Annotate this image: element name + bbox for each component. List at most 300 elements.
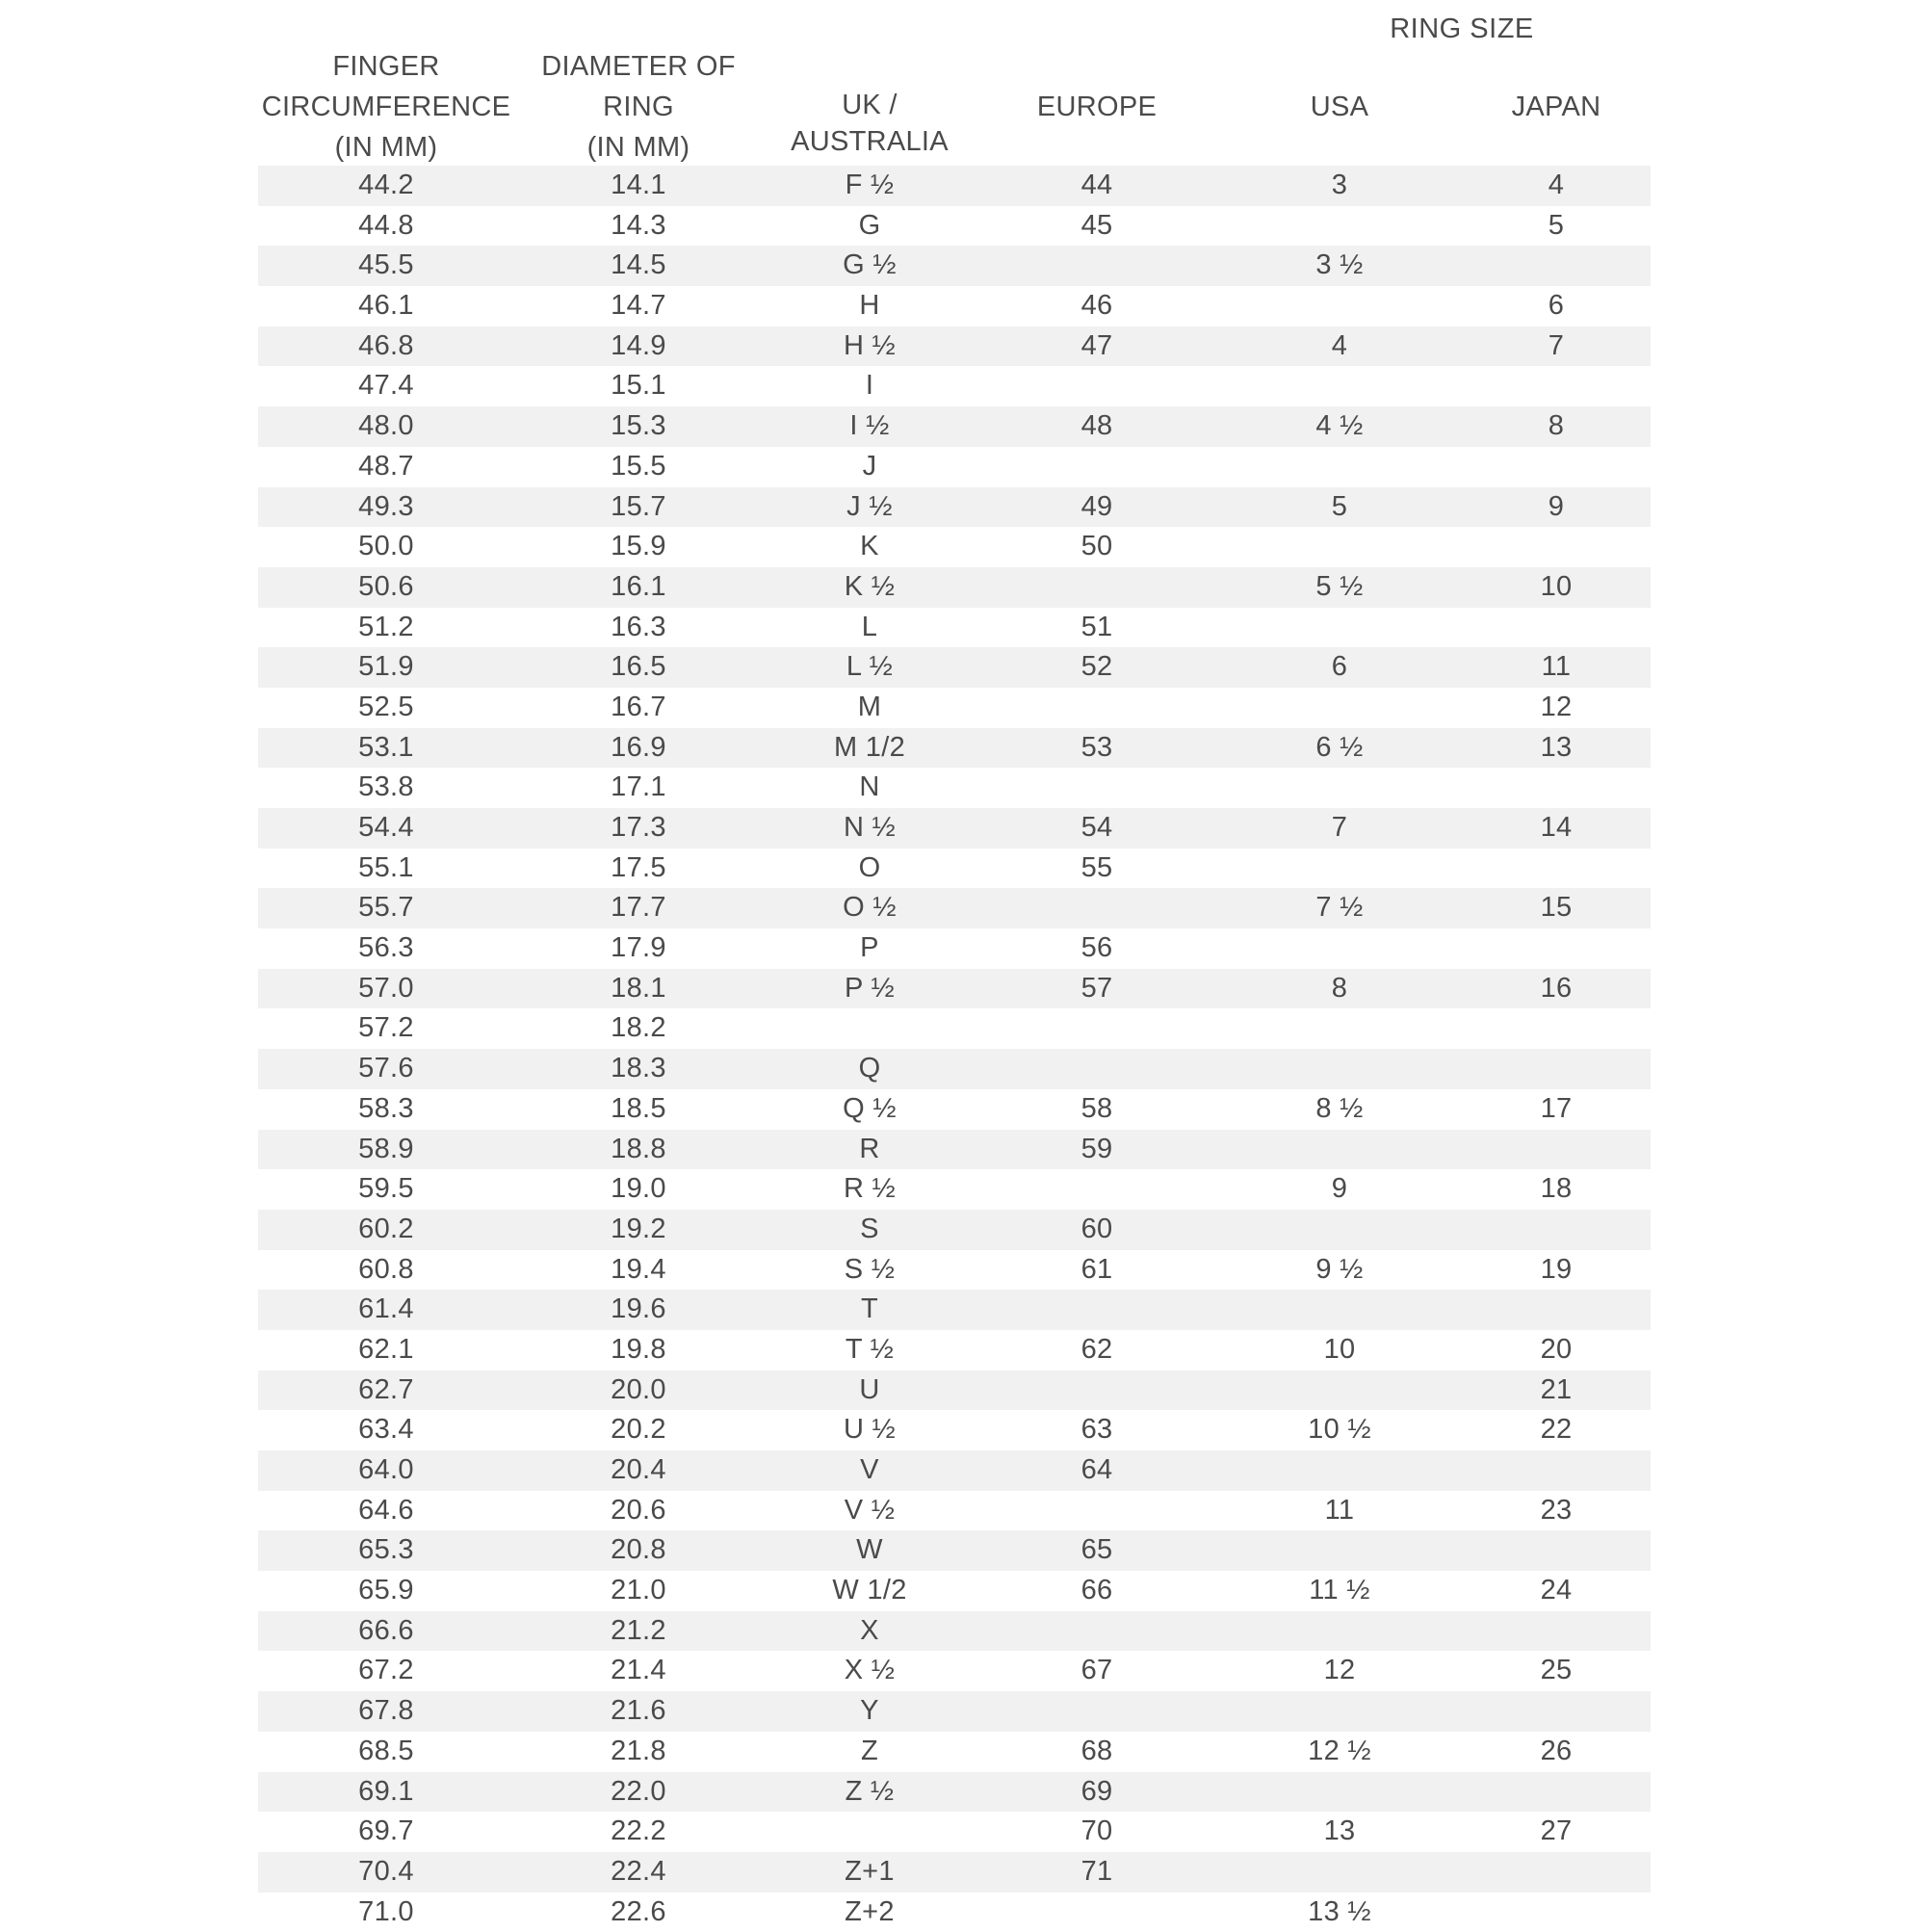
europe-size-cell: 68	[1080, 1735, 1113, 1766]
ring-diameter-cell: 22.4	[611, 1855, 666, 1887]
uk-australia-size-cell: I	[865, 370, 874, 402]
finger-circumference-cell: 53.8	[358, 771, 414, 803]
usa-size-cell	[1217, 1049, 1462, 1089]
europe-size-cell	[976, 366, 1217, 406]
table-row	[258, 1410, 1651, 1450]
europe-size-cell: 63	[1080, 1414, 1113, 1446]
finger-circumference-cell: 58.9	[358, 1133, 414, 1164]
table-row	[258, 286, 1651, 326]
japan-size-cell: 7	[1548, 329, 1565, 361]
uk-australia-size-cell: G	[858, 209, 881, 241]
finger-circumference-cell: 61.4	[358, 1293, 414, 1325]
uk-australia-size-cell: M	[857, 691, 882, 722]
europe-size-cell: 65	[1080, 1534, 1113, 1566]
europe-size-cell: 53	[1080, 731, 1113, 763]
europe-size-cell: 51	[1080, 611, 1113, 642]
finger-circumference-cell: 65.3	[358, 1534, 414, 1566]
finger-circumference-cell: 55.1	[358, 851, 414, 883]
uk-australia-size-cell: Z ½	[845, 1775, 895, 1807]
uk-australia-size-cell: Z	[860, 1735, 878, 1766]
japan-size-cell: 10	[1540, 570, 1573, 602]
uk-australia-size-cell: I ½	[849, 410, 890, 442]
europe-size-cell	[976, 246, 1217, 286]
table-row	[258, 206, 1651, 247]
japan-size-cell	[1462, 608, 1651, 648]
finger-circumference-cell: 62.7	[358, 1373, 414, 1405]
ring-diameter-cell: 18.3	[611, 1053, 666, 1084]
japan-size-cell	[1462, 1772, 1651, 1813]
finger-circumference-cell: 50.0	[358, 531, 414, 562]
usa-size-cell	[1217, 366, 1462, 406]
japan-size-cell	[1462, 1049, 1651, 1089]
finger-circumference-cell: 46.8	[358, 329, 414, 361]
uk-australia-size-cell: W 1/2	[832, 1575, 907, 1606]
table-row	[258, 326, 1651, 367]
japan-size-cell: 5	[1548, 209, 1565, 241]
ring-diameter-cell: 14.7	[611, 290, 666, 322]
finger-circumference-cell: 55.7	[358, 892, 414, 924]
uk-australia-size-cell: K ½	[844, 570, 896, 602]
uk-australia-size-cell: L ½	[846, 651, 894, 683]
finger-circumference-cell: 71.0	[358, 1895, 414, 1927]
table-row	[258, 808, 1651, 849]
japan-size-cell	[1462, 1290, 1651, 1330]
japan-size-cell: 21	[1540, 1373, 1573, 1405]
finger-circumference-cell: 46.1	[358, 290, 414, 322]
size-table-body	[258, 166, 1651, 1932]
uk-australia-size-cell: K	[860, 531, 879, 562]
uk-australia-size-cell: T	[860, 1293, 878, 1325]
ring-diameter-cell: 15.5	[611, 450, 666, 482]
japan-size-cell: 17	[1540, 1092, 1573, 1124]
uk-australia-size-cell: Z+2	[845, 1895, 895, 1927]
uk-australia-size-cell: U	[859, 1373, 880, 1405]
usa-size-cell	[1217, 527, 1462, 567]
usa-size-cell: 6	[1331, 651, 1348, 683]
usa-size-cell	[1217, 688, 1462, 728]
uk-australia-size-cell: L	[861, 611, 878, 642]
table-row	[258, 688, 1651, 728]
japan-size-cell	[1462, 246, 1651, 286]
usa-size-cell	[1217, 1130, 1462, 1170]
finger-circumference-cell: 53.1	[358, 731, 414, 763]
ring-diameter-cell: 16.5	[611, 651, 666, 683]
finger-circumference-cell: 64.0	[358, 1454, 414, 1485]
uk-australia-size-cell: F ½	[845, 170, 895, 200]
uk-australia-size-cell	[763, 1812, 976, 1852]
table-row	[258, 406, 1651, 447]
usa-size-cell: 10	[1323, 1333, 1356, 1365]
europe-size-cell: 70	[1080, 1815, 1113, 1847]
japan-size-cell: 13	[1540, 731, 1573, 763]
usa-size-cell	[1217, 447, 1462, 487]
usa-size-cell: 8	[1331, 972, 1348, 1004]
uk-australia-size-cell: P ½	[845, 972, 895, 1004]
ring-diameter-cell: 15.7	[611, 490, 666, 522]
finger-circumference-cell: 67.2	[358, 1655, 414, 1686]
uk-australia-size-cell: Q	[858, 1053, 881, 1084]
table-row	[258, 1250, 1651, 1291]
uk-australia-size-cell: S	[860, 1213, 879, 1244]
table-row	[258, 1772, 1651, 1813]
usa-size-cell: 10 ½	[1308, 1414, 1371, 1446]
uk-australia-size-cell: J ½	[846, 490, 893, 522]
japan-size-cell: 18	[1540, 1173, 1573, 1205]
table-row	[258, 567, 1651, 608]
japan-size-cell	[1462, 527, 1651, 567]
usa-header: USA	[1310, 91, 1369, 122]
uk-australia-size-cell: X	[860, 1614, 879, 1646]
table-row	[258, 1450, 1651, 1491]
europe-size-cell	[976, 1008, 1217, 1049]
finger-circumference-cell: 48.7	[358, 450, 414, 482]
usa-size-cell: 5 ½	[1315, 570, 1364, 602]
finger-circumference-cell: 66.6	[358, 1614, 414, 1646]
ring-diameter-cell: 19.6	[611, 1293, 666, 1325]
finger-circumference-cell: 69.1	[358, 1775, 414, 1807]
ring-diameter-cell: 17.7	[611, 892, 666, 924]
table-row	[258, 608, 1651, 648]
uk-australia-size-cell: T ½	[845, 1333, 895, 1365]
europe-size-cell: 50	[1080, 531, 1113, 562]
table-row	[258, 928, 1651, 969]
uk-australia-size-cell: O	[858, 851, 881, 883]
usa-size-cell: 4	[1331, 329, 1348, 361]
finger-circumference-cell: 70.4	[358, 1855, 414, 1887]
japan-size-cell	[1462, 1611, 1651, 1652]
ring-diameter-cell: 15.1	[611, 370, 666, 402]
uk-australia-size-cell: N	[859, 771, 880, 803]
europe-size-cell	[976, 1049, 1217, 1089]
table-row	[258, 246, 1651, 286]
uk-australia-size-cell: Q ½	[843, 1092, 897, 1124]
ring-diameter-cell: 16.1	[611, 570, 666, 602]
japan-size-cell: 19	[1540, 1253, 1573, 1285]
ring-diameter-cell: 20.8	[611, 1534, 666, 1566]
europe-size-cell: 54	[1080, 812, 1113, 843]
ring-diameter-cell: 17.3	[611, 812, 666, 843]
table-row	[258, 728, 1651, 769]
ring-diameter-cell: 18.8	[611, 1133, 666, 1164]
usa-size-cell: 11 ½	[1309, 1575, 1370, 1606]
japan-size-cell: 11	[1541, 651, 1572, 683]
finger-circumference-cell: 62.1	[358, 1333, 414, 1365]
ring-diameter-cell: 22.0	[611, 1775, 666, 1807]
usa-size-cell: 12 ½	[1308, 1735, 1371, 1766]
europe-size-cell: 69	[1080, 1775, 1113, 1807]
ring-diameter-cell: 21.4	[611, 1655, 666, 1686]
japan-size-cell	[1462, 1008, 1651, 1049]
finger-circumference-cell: 47.4	[358, 370, 414, 402]
japan-size-cell: 9	[1548, 490, 1565, 522]
usa-size-cell	[1217, 1691, 1462, 1732]
japan-size-cell: 12	[1540, 691, 1573, 722]
finger-circumference-cell: 49.3	[358, 490, 414, 522]
uk-australia-size-cell: G ½	[843, 249, 897, 281]
japan-size-cell: 15	[1540, 892, 1573, 924]
finger-circumference-cell: 67.8	[358, 1695, 414, 1727]
table-row	[258, 1371, 1651, 1411]
japan-size-cell	[1462, 1893, 1651, 1932]
japan-size-cell: 8	[1548, 410, 1565, 442]
table-row	[258, 1210, 1651, 1250]
ring-diameter-cell: 18.5	[611, 1092, 666, 1124]
uk-australia-size-cell: W	[856, 1534, 883, 1566]
ring-diameter-cell: 22.2	[611, 1815, 666, 1847]
finger-circumference-cell: 57.6	[358, 1053, 414, 1084]
japan-size-cell	[1462, 1130, 1651, 1170]
uk-australia-size-cell: P	[860, 932, 879, 964]
japan-size-cell: 27	[1540, 1815, 1573, 1847]
usa-size-cell	[1217, 608, 1462, 648]
uk-australia-size-cell: X ½	[844, 1655, 896, 1686]
ring-diameter-cell: 17.5	[611, 851, 666, 883]
japan-size-cell	[1462, 1210, 1651, 1250]
uk-australia-size-cell: R	[859, 1133, 880, 1164]
europe-size-cell: 62	[1080, 1333, 1113, 1365]
ring-diameter-cell: 21.8	[611, 1735, 666, 1766]
finger-circumference-cell: 65.9	[358, 1575, 414, 1606]
usa-size-cell	[1217, 849, 1462, 889]
ring-diameter-cell: 19.0	[611, 1173, 666, 1205]
table-row	[258, 1491, 1651, 1531]
table-row	[258, 166, 1651, 206]
usa-size-cell: 9 ½	[1315, 1253, 1364, 1285]
ring-diameter-cell: 18.1	[611, 972, 666, 1004]
table-row	[258, 1611, 1651, 1652]
usa-size-cell: 6 ½	[1315, 731, 1364, 763]
table-row	[258, 1893, 1651, 1932]
usa-size-cell: 13	[1323, 1815, 1356, 1847]
table-row	[258, 1530, 1651, 1571]
japan-size-cell: 22	[1540, 1414, 1573, 1446]
japan-size-cell	[1462, 1691, 1651, 1732]
uk-australia-size-cell	[763, 1008, 976, 1049]
europe-size-cell: 66	[1080, 1575, 1113, 1606]
japan-size-cell	[1462, 447, 1651, 487]
europe-size-cell: 52	[1080, 651, 1113, 683]
europe-size-cell: 48	[1080, 410, 1113, 442]
table-row	[258, 1651, 1651, 1691]
usa-size-cell: 8 ½	[1315, 1092, 1364, 1124]
uk-australia-size-cell: H ½	[843, 329, 897, 361]
ring-diameter-cell: 20.2	[611, 1414, 666, 1446]
japan-size-cell: 24	[1540, 1575, 1573, 1606]
table-row	[258, 768, 1651, 808]
europe-size-cell	[976, 1169, 1217, 1210]
usa-size-cell	[1217, 1450, 1462, 1491]
europe-size-cell	[976, 1691, 1217, 1732]
usa-size-cell	[1217, 1008, 1462, 1049]
finger-circumference-cell: 48.0	[358, 410, 414, 442]
ring-diameter-cell: 16.9	[611, 731, 666, 763]
table-row	[258, 527, 1651, 567]
usa-size-cell: 7 ½	[1315, 892, 1364, 924]
finger-circumference-cell: 45.5	[358, 249, 414, 281]
uk-australia-size-cell: V	[860, 1454, 879, 1485]
ring-diameter-cell: 19.4	[611, 1253, 666, 1285]
usa-size-cell	[1217, 768, 1462, 808]
finger-circumference-cell: 60.2	[358, 1213, 414, 1244]
table-row	[258, 849, 1651, 889]
table-row	[258, 1008, 1651, 1049]
usa-size-cell: 9	[1331, 1173, 1348, 1205]
table-row	[258, 1089, 1651, 1130]
usa-size-cell	[1217, 206, 1462, 247]
table-row	[258, 1812, 1651, 1852]
finger-circumference-cell: 64.6	[358, 1494, 414, 1526]
usa-size-cell	[1217, 1371, 1462, 1411]
table-row	[258, 447, 1651, 487]
table-row	[258, 1330, 1651, 1371]
japan-size-cell: 16	[1540, 972, 1573, 1004]
europe-size-cell	[976, 447, 1217, 487]
europe-size-cell: 49	[1080, 490, 1113, 522]
japan-size-cell	[1462, 849, 1651, 889]
europe-size-cell: 58	[1080, 1092, 1113, 1124]
japan-size-cell: 25	[1540, 1655, 1573, 1686]
uk-australia-size-cell: V ½	[844, 1494, 896, 1526]
japan-size-cell	[1462, 1852, 1651, 1893]
usa-size-cell	[1217, 1772, 1462, 1813]
ring-diameter-cell: 15.3	[611, 410, 666, 442]
uk-australia-size-cell: J	[862, 450, 877, 482]
europe-size-cell	[976, 888, 1217, 928]
japan-size-cell	[1462, 1450, 1651, 1491]
finger-circumference-cell: 59.5	[358, 1173, 414, 1205]
uk-australia-size-cell: H	[859, 290, 880, 322]
europe-size-cell	[976, 1611, 1217, 1652]
finger-circumference-cell: 50.6	[358, 570, 414, 602]
usa-size-cell: 11	[1324, 1494, 1355, 1526]
ring-diameter-cell: 14.5	[611, 249, 666, 281]
finger-circumference-cell: 68.5	[358, 1735, 414, 1766]
usa-size-cell	[1217, 1210, 1462, 1250]
ring-diameter-cell: 20.0	[611, 1373, 666, 1405]
japan-size-cell	[1462, 928, 1651, 969]
usa-size-cell: 12	[1323, 1655, 1356, 1686]
finger-circumference-cell: 54.4	[358, 812, 414, 843]
ring-diameter-cell: 14.3	[611, 209, 666, 241]
europe-size-cell	[976, 1371, 1217, 1411]
usa-size-cell: 3 ½	[1315, 249, 1364, 281]
ring-diameter-cell: 16.7	[611, 691, 666, 722]
europe-size-cell: 67	[1080, 1655, 1113, 1686]
europe-size-cell: 56	[1080, 932, 1113, 964]
ring-diameter-cell: 19.8	[611, 1333, 666, 1365]
europe-size-cell: 47	[1080, 329, 1113, 361]
usa-size-cell	[1217, 286, 1462, 326]
finger-circumference-cell: 69.7	[358, 1815, 414, 1847]
europe-size-cell	[976, 1491, 1217, 1531]
finger-circumference-cell: 57.2	[358, 1012, 414, 1044]
europe-size-cell: 46	[1080, 290, 1113, 322]
ring-diameter-cell: 22.6	[611, 1895, 666, 1927]
ring-diameter-cell: 20.6	[611, 1494, 666, 1526]
europe-size-cell	[976, 1893, 1217, 1932]
japan-size-cell: 6	[1548, 290, 1565, 322]
ring-diameter-cell: 15.9	[611, 531, 666, 562]
europe-header: EUROPE	[1036, 91, 1158, 122]
uk-australia-size-cell: U ½	[843, 1414, 897, 1446]
table-row	[258, 647, 1651, 688]
finger-circumference-cell: 51.2	[358, 611, 414, 642]
table-row	[258, 1290, 1651, 1330]
uk-australia-size-cell: Z+1	[845, 1855, 895, 1887]
table-row	[258, 1732, 1651, 1772]
europe-size-cell: 59	[1080, 1133, 1113, 1164]
finger-circumference-cell: 63.4	[358, 1414, 414, 1446]
uk-australia-size-cell: N ½	[843, 812, 897, 843]
usa-size-cell: 7	[1331, 812, 1348, 843]
japan-size-cell	[1462, 366, 1651, 406]
japan-size-cell: 26	[1540, 1735, 1573, 1766]
table-row	[258, 1691, 1651, 1732]
europe-size-cell: 60	[1080, 1213, 1113, 1244]
europe-size-cell: 55	[1080, 851, 1113, 883]
ring-diameter-cell: 19.2	[611, 1213, 666, 1244]
finger-circumference-header: FINGER CIRCUMFERENCE (IN MM)	[261, 51, 511, 163]
ring-diameter-cell: 21.2	[611, 1614, 666, 1646]
finger-circumference-cell: 60.8	[358, 1253, 414, 1285]
europe-size-cell: 44	[1080, 170, 1113, 200]
finger-circumference-cell: 44.2	[358, 170, 414, 200]
uk-australia-size-cell: Y	[860, 1695, 879, 1727]
usa-size-cell	[1217, 1290, 1462, 1330]
ring-diameter-cell: 17.9	[611, 932, 666, 964]
ring-diameter-cell: 20.4	[611, 1454, 666, 1485]
ring-diameter-cell: 16.3	[611, 611, 666, 642]
finger-circumference-cell: 52.5	[358, 691, 414, 722]
uk-australia-size-cell: O ½	[843, 892, 897, 924]
finger-circumference-cell: 44.8	[358, 209, 414, 241]
usa-size-cell	[1217, 1530, 1462, 1571]
table-row	[258, 1130, 1651, 1170]
japan-size-cell: 23	[1540, 1494, 1573, 1526]
finger-circumference-cell: 51.9	[358, 651, 414, 683]
ring-diameter-cell: 17.1	[611, 771, 666, 803]
europe-size-cell: 61	[1080, 1253, 1113, 1285]
usa-size-cell: 3	[1331, 170, 1348, 200]
table-row	[258, 969, 1651, 1009]
europe-size-cell: 45	[1080, 209, 1113, 241]
table-row	[258, 366, 1651, 406]
usa-size-cell: 5	[1331, 490, 1348, 522]
japan-size-cell	[1462, 1530, 1651, 1571]
uk-australia-size-cell: S ½	[844, 1253, 896, 1285]
europe-size-cell	[976, 768, 1217, 808]
japan-size-cell: 4	[1548, 170, 1565, 200]
table-row	[258, 888, 1651, 928]
table-row	[258, 1049, 1651, 1089]
ring-diameter-cell: 18.2	[611, 1012, 666, 1044]
finger-circumference-cell: 57.0	[358, 972, 414, 1004]
japan-header: JAPAN	[1511, 91, 1601, 122]
japan-size-cell: 14	[1540, 812, 1573, 843]
table-row	[258, 1169, 1651, 1210]
finger-circumference-cell: 58.3	[358, 1092, 414, 1124]
europe-size-cell	[976, 567, 1217, 608]
uk-australia-header: UK / AUSTRALIA	[791, 90, 949, 157]
europe-size-cell	[976, 688, 1217, 728]
ring-diameter-cell: 14.1	[611, 170, 666, 200]
ring-diameter-cell: 21.6	[611, 1695, 666, 1727]
table-row	[258, 1571, 1651, 1611]
japan-size-cell: 20	[1540, 1333, 1573, 1365]
ring-size-group-header: RING SIZE	[1390, 13, 1534, 44]
uk-australia-size-cell: M 1/2	[833, 731, 906, 763]
japan-size-cell	[1462, 768, 1651, 808]
